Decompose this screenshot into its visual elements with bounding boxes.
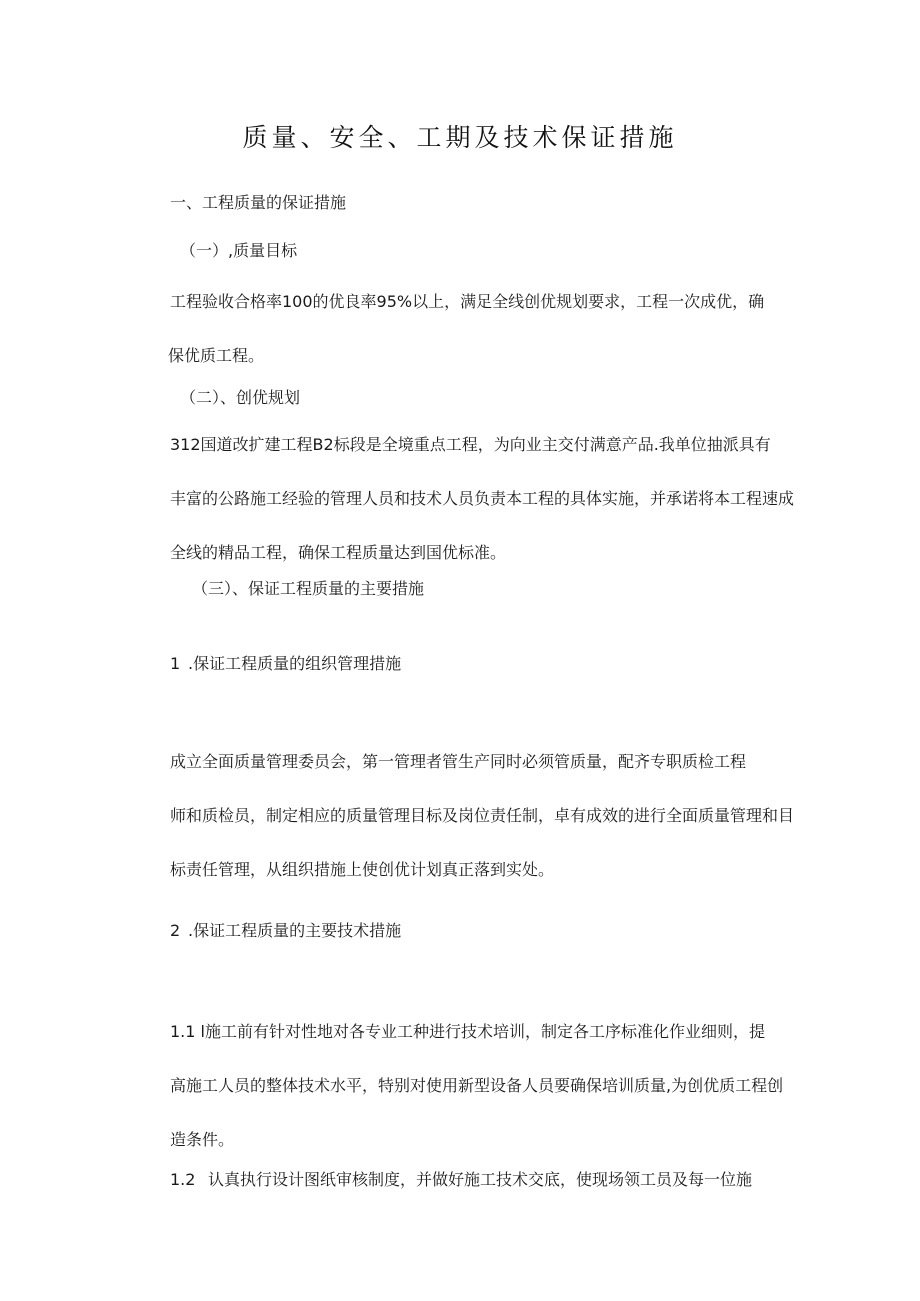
document-title: 质量、安全、工期及技术保证措施 bbox=[242, 123, 678, 152]
paragraph-line: 丰富的公路施工经验的管理人员和技术人员负责本工程的具体实施，并承诺将本工程速成 bbox=[170, 489, 795, 508]
paragraph-excellence-plan bbox=[170, 418, 794, 580]
paragraph-line: 成立全面质量管理委员会，第一管理者管生产同时必须管质量，配齐专职质检工程 bbox=[170, 752, 747, 771]
paragraph-technical-training bbox=[170, 1005, 783, 1167]
section-heading-quality-measures: 一、工程质量的保证措施 bbox=[170, 193, 347, 212]
item-heading-organization bbox=[170, 654, 401, 674]
item-heading-technical bbox=[170, 921, 401, 941]
item-paragraph-drawing-review bbox=[170, 1170, 752, 1190]
item-heading-text: .保证工程质量的组织管理措施 bbox=[188, 654, 402, 673]
paragraph-line: 造条件。 bbox=[170, 1130, 235, 1149]
paragraph-line: 高施工人员的整体技术水平，特别对使用新型设备人员要确保培训质量,为创优质工程创 bbox=[170, 1076, 784, 1095]
paragraph-line: 标责任管理，从组织措施上使创优计划真正落到实处。 bbox=[170, 860, 555, 879]
paragraph-line: 312国道改扩建工程B2标段是全境重点工程，为向业主交付满意产品.我单位抽派具有 bbox=[170, 435, 771, 454]
paragraph-line: 全线的精品工程，确保工程质量达到国优标准。 bbox=[170, 543, 507, 562]
paragraph-line: 1.1 l施工前有针对性地对各专业工种进行技术培训，制定各工序标准化作业细则，提 bbox=[170, 1022, 765, 1041]
paragraph-line: 师和质检员，制定相应的质量管理目标及岗位责任制，卓有成效的进行全面质量管理和目 bbox=[170, 806, 795, 825]
subsection-heading-main-measures: （三）、保证工程质量的主要措施 bbox=[192, 579, 425, 598]
item-heading-text: .保证工程质量的主要技术措施 bbox=[188, 921, 402, 940]
paragraph-line: 保优质工程。 bbox=[168, 346, 265, 365]
paragraph-organization bbox=[170, 735, 794, 897]
item-number: 1 bbox=[170, 654, 181, 673]
paragraph-line: 认真执行设计图纸审核制度，并做好施工技术交底，使现场领工员及每一位施 bbox=[208, 1170, 753, 1189]
subsection-heading-excellence-plan: （二）、创优规划 bbox=[180, 388, 301, 407]
item-number: 2 bbox=[170, 921, 181, 940]
paragraph-line: 工程验收合格率100的优良率95%以上，满足全线创优规划要求，工程一次成优，确 bbox=[170, 292, 765, 311]
item-number: 1.2 bbox=[170, 1170, 196, 1189]
paragraph-quality-target bbox=[170, 275, 764, 383]
subsection-heading-quality-target: （一）,质量目标 bbox=[180, 241, 298, 260]
